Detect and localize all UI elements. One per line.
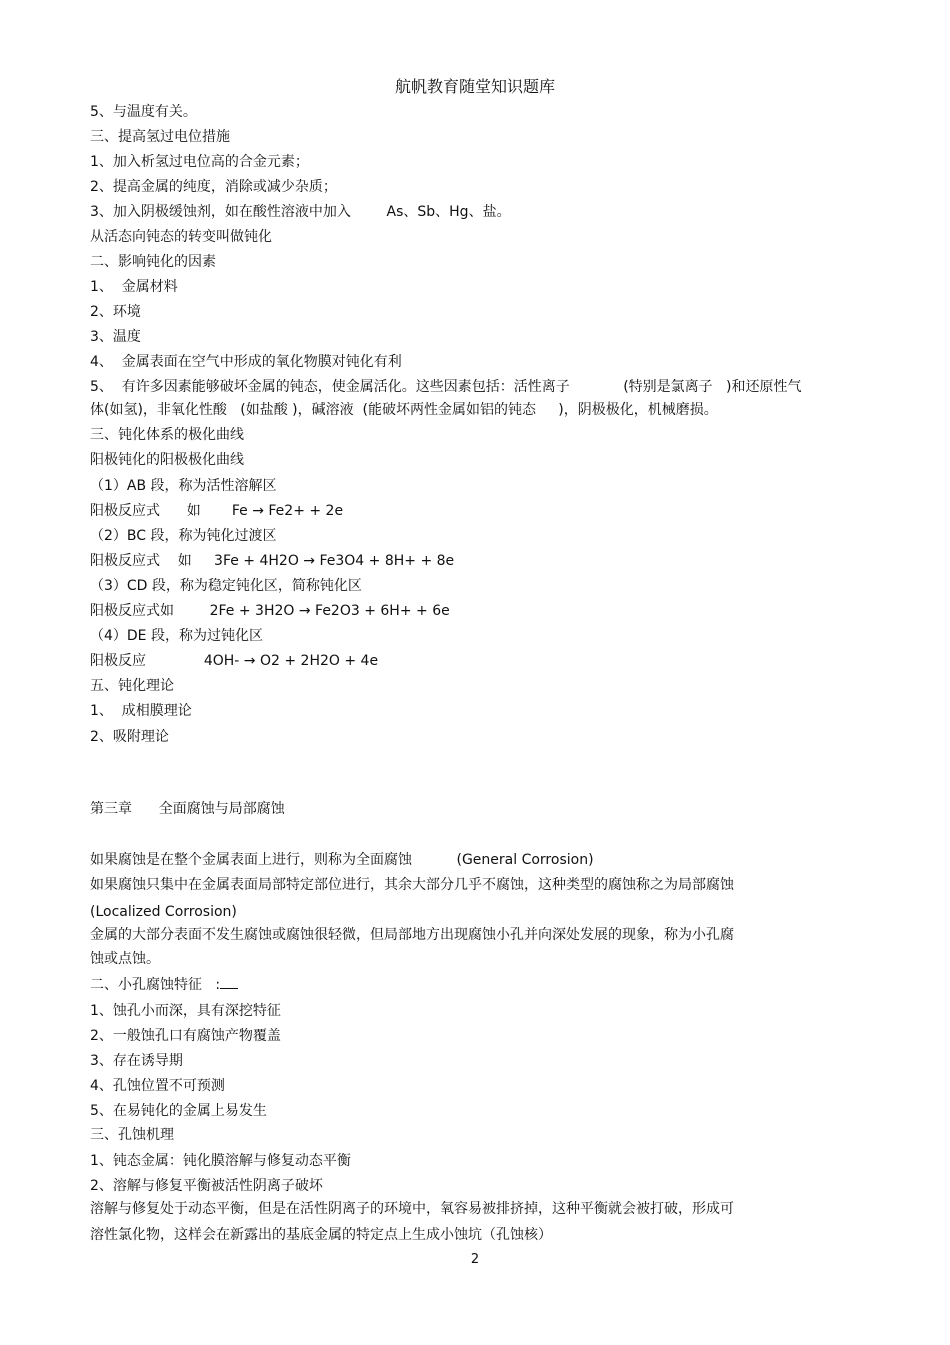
text-line: 1、钝态金属：钝化膜溶解与修复动态平衡 bbox=[90, 1153, 351, 1169]
section-heading bbox=[90, 976, 238, 994]
text-line: 体(如氢)，非氧化性酸 (如盐酸 )，碱溶液 (能破坏两性金属如铝的钝态 )，阴极极化，机械磨损。 bbox=[90, 402, 718, 418]
underline-blank bbox=[220, 976, 238, 989]
text-line: 如果腐蚀只集中在金属表面局部特定部位进行，其余大部分几乎不腐蚀，这种类型的腐蚀称之为局部腐蚀 bbox=[90, 877, 734, 893]
text-line: 2、环境 bbox=[90, 304, 141, 320]
text-line: 4、 金属表面在空气中形成的氧化物膜对钝化有利 bbox=[90, 354, 402, 370]
text-line: (Localized Corrosion) bbox=[90, 904, 237, 920]
page-number: 2 bbox=[470, 1252, 480, 1267]
text-line: 4、孔蚀位置不可预测 bbox=[90, 1078, 225, 1094]
text-line: 溶解与修复处于动态平衡，但是在活性阴离子的环境中，氧容易被排挤掉，这种平衡就会被打破，形成可 bbox=[90, 1201, 734, 1217]
section-heading-text: 二、小孔腐蚀特征 : bbox=[90, 977, 221, 993]
section-heading: 二、影响钝化的因素 bbox=[90, 254, 216, 270]
text-line: 如果腐蚀是在整个金属表面上进行，则称为全面腐蚀 (General Corrosion) bbox=[90, 852, 594, 868]
text-line: （4）DE 段，称为过钝化区 bbox=[90, 628, 263, 644]
text-line: 5、在易钝化的金属上易发生 bbox=[90, 1103, 267, 1119]
page-header: 航帆教育随堂知识题库 bbox=[394, 77, 555, 96]
text-line: 2、吸附理论 bbox=[90, 729, 169, 745]
text-line: 3、温度 bbox=[90, 329, 141, 345]
text-line: 5、 有许多因素能够破坏金属的钝态，使金属活化。这些因素包括：活性离子 (特别是氯离子 )和还原性气 bbox=[90, 379, 802, 395]
text-line: 2、提高金属的纯度，消除或减少杂质； bbox=[90, 179, 337, 195]
text-line: 1、蚀孔小而深，具有深挖特征 bbox=[90, 1003, 281, 1019]
text-line: 阳极钝化的阳极极化曲线 bbox=[90, 452, 244, 468]
text-line: 2、溶解与修复平衡被活性阴离子破坏 bbox=[90, 1178, 323, 1194]
reaction-equation: 阳极反应式如 2Fe + 3H2O → Fe2O3 + 6H+ + 6e bbox=[90, 603, 450, 619]
text-line: 2、一般蚀孔口有腐蚀产物覆盖 bbox=[90, 1028, 281, 1044]
reaction-equation: 阳极反应式 如 Fe → Fe2+ + 2e bbox=[90, 503, 344, 519]
text-line: 1、 金属材料 bbox=[90, 279, 178, 295]
chapter-title: 第三章 全面腐蚀与局部腐蚀 bbox=[90, 801, 285, 817]
section-heading: 三、提高氢过电位措施 bbox=[90, 129, 230, 145]
text-line: 1、 成相膜理论 bbox=[90, 703, 192, 719]
text-line: 1、加入析氢过电位高的合金元素； bbox=[90, 154, 309, 170]
text-line: 3、存在诱导期 bbox=[90, 1053, 183, 1069]
reaction-equation: 阳极反应 4OH- → O2 + 2H2O + 4e bbox=[90, 653, 379, 669]
text-line: （2）BC 段，称为钝化过渡区 bbox=[90, 528, 277, 544]
text-line: 从活态向钝态的转变叫做钝化 bbox=[90, 229, 272, 245]
text-line: 蚀或点蚀。 bbox=[90, 951, 160, 967]
section-heading: 三、孔蚀机理 bbox=[90, 1127, 174, 1143]
text-line: （3）CD 段，称为稳定钝化区，简称钝化区 bbox=[90, 578, 362, 594]
text-line: 5、与温度有关。 bbox=[90, 104, 197, 120]
text-line: 溶性氯化物，这样会在新露出的基底金属的特定点上生成小蚀坑（孔蚀核） bbox=[90, 1227, 552, 1243]
text-line: （1）AB 段，称为活性溶解区 bbox=[90, 478, 277, 494]
text-line: 金属的大部分表面不发生腐蚀或腐蚀很轻微，但局部地方出现腐蚀小孔并向深处发展的现象，称为小孔腐 bbox=[90, 927, 734, 943]
section-heading: 三、钝化体系的极化曲线 bbox=[90, 427, 244, 443]
section-heading: 五、钝化理论 bbox=[90, 678, 174, 694]
reaction-equation: 阳极反应式 如 3Fe + 4H2O → Fe3O4 + 8H+ + 8e bbox=[90, 553, 455, 569]
text-line: 3、加入阴极缓蚀剂，如在酸性溶液中加入 As、Sb、Hg、盐。 bbox=[90, 204, 511, 220]
